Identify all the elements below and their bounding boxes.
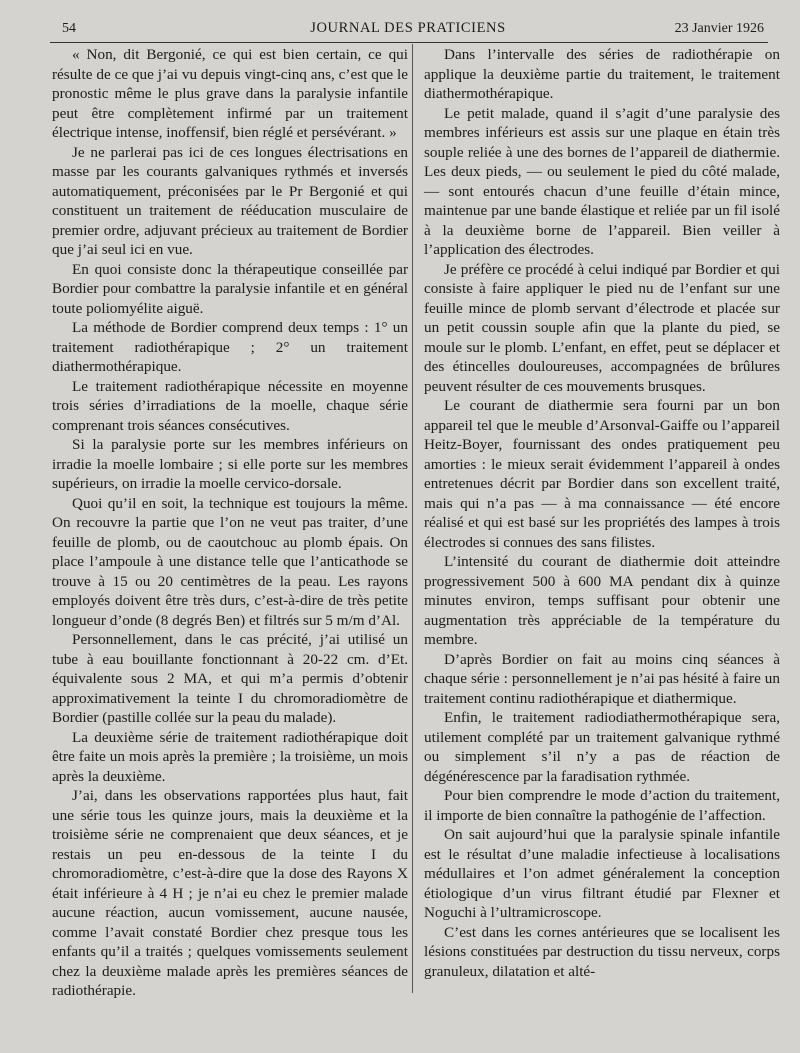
paragraph: Pour bien comprendre le mode d’action du traitement, il importe de bien connaître la pathogénie de l’affection. (424, 787, 780, 824)
paragraph: La méthode de Bordier comprend deux temps : 1° un traitement radiothérapique ; 2° un traitement diathermothérapique. (52, 319, 408, 375)
paragraph: Enfin, le traitement radiodiathermothérapique sera, utilement complété par un traitement galvanique rythmé ou simplement s’il n’y a pas de réaction de dégénérescence par la faradisation rythmée. (424, 709, 780, 785)
page-number: 54 (62, 21, 76, 36)
paragraph: Dans l’intervalle des séries de radiothérapie on applique la deuxième partie du traitement, le traitement diathermothérapique. (424, 46, 780, 102)
paragraph: « Non, dit Bergonié, ce qui est bien certain, ce qui résulte de ce que j’ai vu depuis vingt-cinq ans, c’est que le pronostic même le plus grave dans la paralysie infantile peut être complètement infirmé par un traitement électrique intense, inoffensif, bien réglé et persévérant. » (52, 46, 408, 141)
issue-date: 23 Janvier 1926 (674, 21, 764, 36)
right-column (424, 45, 780, 981)
paragraph: Le courant de diathermie sera fourni par un bon appareil tel que le meuble d’Arsonval-Gaiffe ou l’appareil Heitz-Boyer, fournissant des ondes pratiquement peu amorties : le mieux serait évidemment l’appareil à ondes entretenues décrit par Bordier dans son excellent traité, mais qui n’a pas — à ma connaissance — été encore réalisé et qui est basé sur les propriétés des lampes à trois électrodes si connues des sans filistes. (424, 397, 780, 551)
paragraph: Quoi qu’il en soit, la technique est toujours la même. On recouvre la partie que l’on ne veut pas traiter, d’une feuille de plomb, ou de caoutchouc au plomb épais. On place l’ampoule à une distance telle que l’anticathode se trouve à 15 ou 20 centimètres de la peau. Les rayons employés doivent être très durs, c’est-à-dire de très petite longueur d’onde (8 degrés Ben) et filtrés sur 5 m/m d’Al. (52, 494, 408, 629)
paragraph: En quoi consiste donc la thérapeutique conseillée par Bordier pour combattre la paralysie infantile et en général toute poliomyélite aiguë. (52, 260, 408, 317)
paragraph: La deuxième série de traitement radiothérapique doit être faite un mois après la première ; la troisième, un mois après la deuxième. (52, 728, 408, 785)
running-header (52, 19, 764, 41)
left-column (52, 45, 408, 1001)
paragraph: Personnellement, dans le cas précité, j’ai utilisé un tube à eau bouillante fonctionnant à 20-22 cm. d’Et. équivalente sous 2 MA, et qui m’a permis d’obtenir approximativement la teinte I du chromoradiomètre de Bordier (pastille collée sur la peau du malade). (52, 631, 408, 726)
paragraph: Le traitement radiothérapique nécessite en moyenne trois séries d’irradiations de la moelle, chaque série comprenant trois séances consécutives. (52, 377, 408, 434)
journal-title: JOURNAL DES PRATICIENS (310, 20, 506, 36)
paragraph: Le petit malade, quand il s’agit d’une paralysie des membres inférieurs est assis sur une plaque en étain très souple reliée à une des bornes de l’appareil de diathermie. Les deux pieds, — ou seulement le pied du côté malade, — sont entourés chacun d’une feuille d’étain mince, maintenue par une bande élastique et reliée par un fil isolé à la deuxième borne de l’appareil. Bien veiller à l’application des électrodes. (424, 104, 780, 258)
column-divider (412, 44, 413, 993)
paragraph: Je ne parlerai pas ici de ces longues électrisations en masse par les courants galvaniques rythmés et inversés automatiquement, préconisées par le Pr Bergonié et qui constituent un traitement de rééducation musculaire de premier ordre, adjuvant précieux au traitement de Bordier que j’ai seul ici en vue. (52, 143, 408, 258)
paragraph: Si la paralysie porte sur les membres inférieurs on irradie la moelle lombaire ; si elle porte sur les membres supérieurs, on irradie la moelle cervico-dorsale. (52, 436, 408, 492)
paragraph: On sait aujourd’hui que la paralysie spinale infantile est le résultat d’une maladie infectieuse à localisations médullaires et l’on admet généralement la conception étiologique d’un virus filtrant étudié par Flexner et Noguchi à l’ultramicroscope. (424, 826, 780, 921)
paragraph: Je préfère ce procédé à celui indiqué par Bordier et qui consiste à faire appliquer le pied nu de l’enfant sur une feuille mince de plomb servant d’électrode et placée sur un petit coussin souple afin que la plante du pied, se moule sur le plomb. L’enfant, en effet, peut se déplacer et des étincelles douloureuses, accompagnées de brûlures peuvent résulter de ces mouvements brusques. (424, 260, 780, 395)
paragraph: C’est dans les cornes antérieures que se localisent les lésions constituées par destruction du tissu nerveux, corps granuleux, dilatation et alté- (424, 923, 780, 980)
header-rule (50, 42, 768, 43)
paragraph: L’intensité du courant de diathermie doit atteindre progressivement 500 à 600 MA pendant dix à quinze minutes environ, temps suffisant pour obtenir une augmentation très appréciable de la température du membre. (424, 553, 780, 648)
paragraph: D’après Bordier on fait au moins cinq séances à chaque série : personnellement je n’ai pas hésité à faire un traitement continu radiothérapique et diathermique. (424, 650, 780, 707)
paragraph: J’ai, dans les observations rapportées plus haut, fait une série tous les quinze jours, mais la deuxième et la troisième série ne comprenaient que deux séances, et je restais un peu en-dessous de la teinte I du chromoradiomètre, c’est-à-dire que la dose des Rayons X était inférieure à 4 H ; je n’ai eu chez le premier malade aucune réaction, aucun vomissement, aucune nausée, comme l’avait constaté Bordier chez presque tous les enfants qu’il a traités ; quelques vomissements seulement chez la deuxième malade après les premières séances de radiothérapie. (52, 787, 408, 999)
